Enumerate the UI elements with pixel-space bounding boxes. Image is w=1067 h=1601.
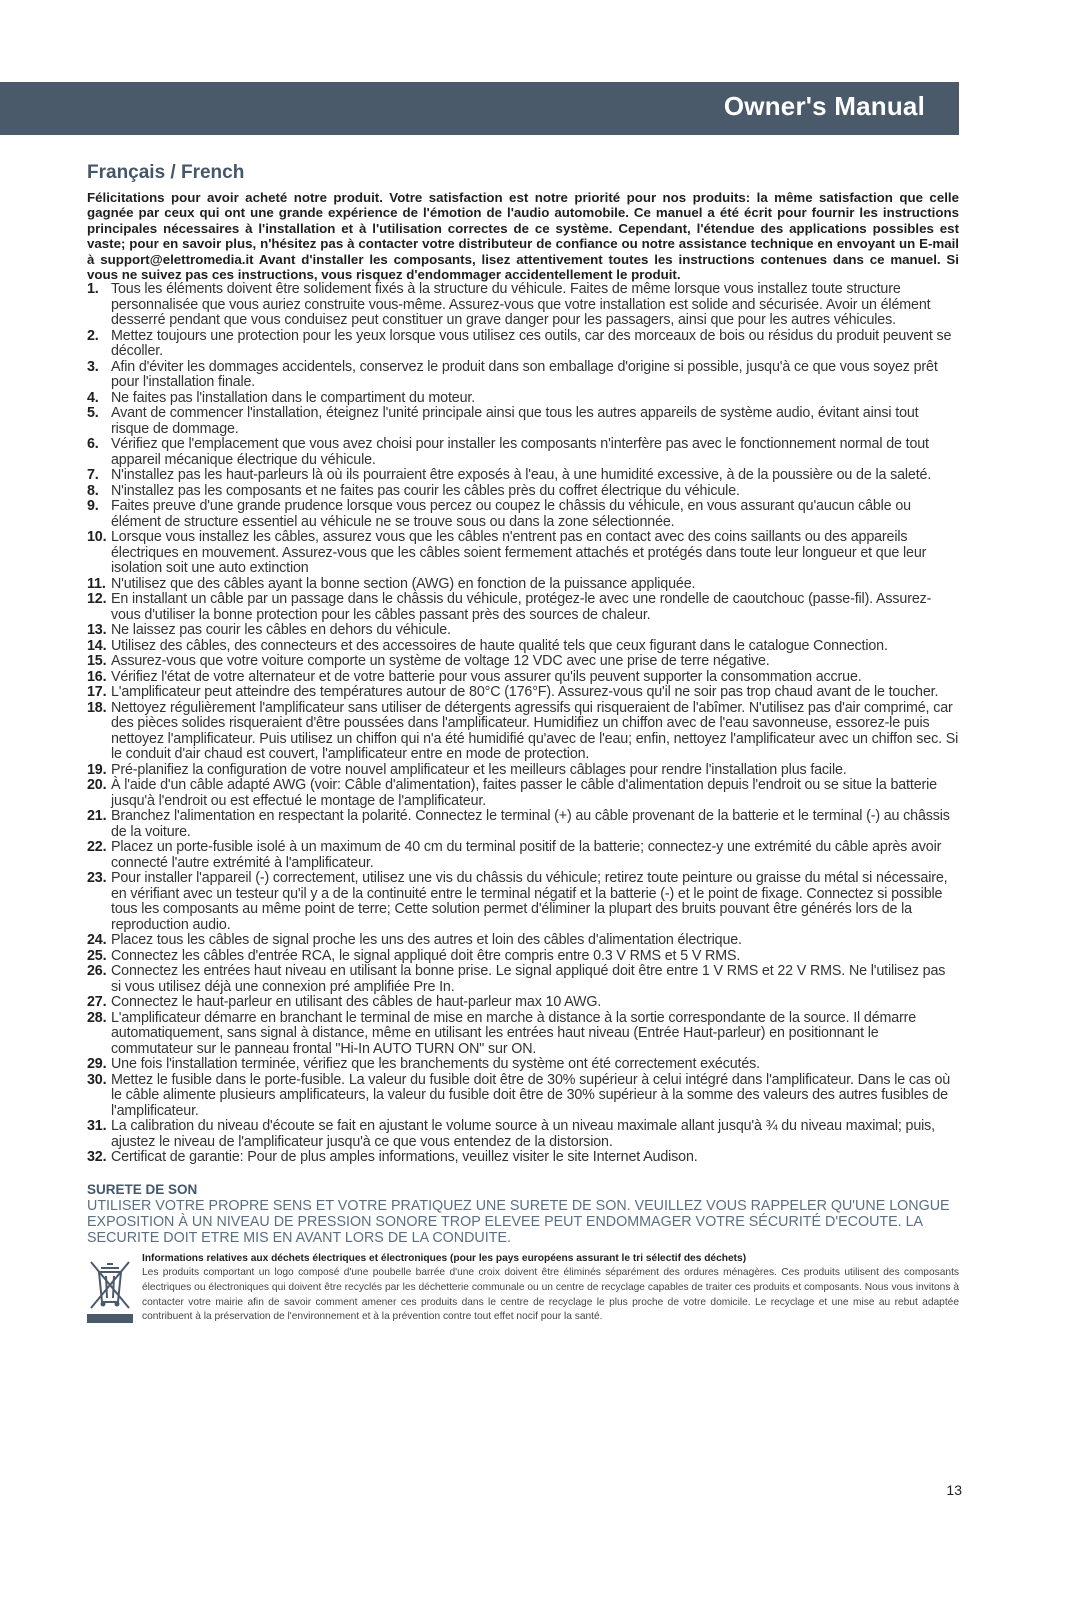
- instruction-text: Vérifiez l'état de votre alternateur et de votre batterie pour vous assurer qu'ils peuvent supporter la consommation accrue.: [111, 668, 862, 685]
- instruction-text: L'amplificateur démarre en branchant le terminal de mise en marche à distance à la sortie correspondante de la source. Il démarre automatiquement, sans signal à distance, même en utilisant les entrées haut niveau (Entrée Haut-parleur) en positionnant le commutateur sur le panneau frontal "Hi-In AUTO TURN ON" sur ON.: [111, 1009, 917, 1057]
- instruction-text: En installant un câble par un passage dans le châssis du véhicule, protégez-le avec une rondelle de caoutchouc (passe-fil). Assurez-vous d'utiliser la bonne protection pour les câbles passant près des sources de chaleur.: [111, 591, 932, 623]
- instruction-number: 21.: [87, 808, 107, 825]
- instruction-number: 25.: [87, 947, 107, 964]
- instruction-item: [87, 468, 959, 484]
- instruction-item: [87, 995, 959, 1011]
- instruction-text: N'installez pas les haut-parleurs là où ils pourraient être exposés à l'eau, à une humidité excessive, à de la poussière ou de la saleté.: [111, 467, 932, 484]
- instruction-item: [87, 654, 959, 670]
- instruction-number: 29.: [87, 1056, 107, 1073]
- instruction-item: [87, 933, 959, 949]
- instruction-item: [87, 437, 959, 468]
- weee-text-block: [142, 1252, 959, 1325]
- instruction-text: Une fois l'installation terminée, vérifiez que les branchements du système ont été correctement exécutés.: [111, 1056, 760, 1073]
- instruction-item: [87, 809, 959, 840]
- header-bar: [0, 82, 959, 135]
- instruction-item: [87, 1073, 959, 1120]
- instruction-text: Ne faites pas l'installation dans le compartiment du moteur.: [111, 389, 476, 406]
- instruction-text: Placez un porte-fusible isolé à un maximum de 40 cm du terminal positif de la batterie; connectez-y une extrémité du câble après avoir connecté l'autre extrémité à l'amplificateur.: [111, 839, 942, 871]
- page-number: 13: [946, 1482, 962, 1498]
- instruction-text: Branchez l'alimentation en respectant la polarité. Connectez le terminal (+) au câble provenant de la batterie et le terminal (-) au châssis de la voiture.: [111, 808, 950, 840]
- instruction-text: Nettoyez régulièrement l'amplificateur sans utiliser de détergents agressifs qui risqueraient de l'abîmer. N'utilisez pas d'air comprimé, car des pièces solides risqueraient d'être poussées dans l'amplificateur. Humidifiez un chiffon avec de l'eau savonneuse, essorez-le puis nettoyez l'amplificateur. Puis utilisez un chiffon qui n'a été humidifié qu'avec de l'eau; enfin, nettoyez l'amplificateur avec un chiffon sec. Si le conduit d'air chaud est couvert, l'amplificateur entre en mode de protection.: [111, 699, 959, 763]
- instruction-number: 11.: [87, 575, 106, 592]
- instruction-item: [87, 484, 959, 500]
- instruction-text: Utilisez des câbles, des connecteurs et des accessoires de haute qualité tels que ceux figurant dans le catalogue Connection.: [111, 637, 888, 654]
- instruction-text: N'utilisez que des câbles ayant la bonne section (AWG) en fonction de la puissance appliquée.: [111, 575, 696, 592]
- instruction-item: [87, 329, 959, 360]
- instruction-item: [87, 1057, 959, 1073]
- instruction-number: 13.: [87, 622, 107, 639]
- sound-safety-section: [87, 1182, 959, 1246]
- instruction-item: [87, 964, 959, 995]
- instruction-text: Ne laissez pas courir les câbles en dehors du véhicule.: [111, 622, 451, 639]
- instruction-number: 2.: [87, 327, 99, 344]
- instruction-item: [87, 623, 959, 639]
- instruction-number: 15.: [87, 653, 107, 670]
- instruction-item: [87, 499, 959, 530]
- instruction-number: 10.: [87, 529, 107, 546]
- instruction-number: 7.: [87, 467, 99, 484]
- instruction-text: Vérifiez que l'emplacement que vous avez choisi pour installer les composants n'interfère pas avec le fonctionnement normal de tout appareil mécanique électrique du véhicule.: [111, 436, 929, 468]
- instruction-number: 27.: [87, 994, 107, 1011]
- instruction-text: Lorsque vous installez les câbles, assurez vous que les câbles n'entrent pas en contact avec des coins saillants ou des appareils électriques en mouvement. Assurez-vous que les câbles soient fermement attachés et protégés dans toute leur longueur et que leur isolation soit une auto extinction: [111, 529, 927, 577]
- instruction-number: 5.: [87, 405, 99, 422]
- weee-notice: [87, 1252, 959, 1332]
- instruction-number: 31.: [87, 1118, 107, 1135]
- instruction-list: [87, 282, 959, 1166]
- main-content: [87, 162, 959, 1332]
- instruction-item: [87, 1011, 959, 1058]
- instruction-number: 12.: [87, 591, 107, 608]
- instruction-item: [87, 685, 959, 701]
- instruction-number: 26.: [87, 963, 107, 980]
- instruction-number: 30.: [87, 1071, 107, 1088]
- instruction-text: Connectez les entrées haut niveau en utilisant la bonne prise. Le signal appliqué doit être entre 1 V RMS et 22 V RMS. Ne l'utilisez pas si vous utilisez déjà une connexion pré amplifiée Pre In.: [111, 963, 946, 995]
- instruction-number: 18.: [87, 699, 107, 716]
- instruction-number: 3.: [87, 358, 99, 375]
- instruction-number: 9.: [87, 498, 99, 515]
- instruction-text: Connectez le haut-parleur en utilisant des câbles de haut-parleur max 10 AWG.: [111, 994, 602, 1011]
- instruction-item: [87, 282, 959, 329]
- instruction-number: 1.: [87, 281, 99, 298]
- instruction-item: [87, 778, 959, 809]
- instruction-text: La calibration du niveau d'écoute se fait en ajustant le volume source à un niveau maximale allant jusqu'à ¾ du niveau maximal; puis, ajustez le niveau de l'amplificateur jusqu'à ce que vous entendez de la distorsion.: [111, 1118, 935, 1150]
- instruction-number: 23.: [87, 870, 107, 887]
- instruction-text: Faites preuve d'une grande prudence lorsque vous percez ou coupez le châssis du véhicule, en vous assurant qu'aucun câble ou élément de structure essentiel au véhicule ne se trouve sous ou dans la zone sélectionnée.: [111, 498, 911, 530]
- instruction-number: 32.: [87, 1149, 107, 1166]
- instruction-number: 4.: [87, 389, 99, 406]
- instruction-number: 28.: [87, 1009, 107, 1026]
- intro-paragraph: Félicitations pour avoir acheté notre produit. Votre satisfaction est notre priorité pour nos produits: la même satisfaction que celle gagnée par ceux qui ont une grande expérience de l'émotion de l'audio automobile. Ce manuel a été écrit pour fournir les instructions principales nécessaires à l'installation et à l'utilisation correctes de ce système. Cependant, l'étendue des applications possibles est vaste; pour en savoir plus, n'hésitez pas à contacter votre distributeur de confiance ou notre assistance technique en envoyant un E-mail à support@elettromedia.it Avant d'installer les composants, lisez attentivement toutes les instructions contenues dans ce manuel. Si vous ne suivez pas ces instructions, vous risquez d'endommager accidentellement le produit.: [87, 190, 959, 283]
- instruction-item: [87, 1150, 959, 1166]
- instruction-text: Pré-planifiez la configuration de votre nouvel amplificateur et les meilleurs câblages pour rendre l'installation plus facile.: [111, 761, 847, 778]
- instruction-number: 24.: [87, 932, 107, 949]
- instruction-text: Certificat de garantie: Pour de plus amples informations, veuillez visiter le site Internet Audison.: [111, 1149, 698, 1166]
- instruction-item: [87, 592, 959, 623]
- instruction-text: N'installez pas les composants et ne faites pas courir les câbles près du coffret électrique du véhicule.: [111, 482, 740, 499]
- weee-title: Informations relatives aux déchets électriques et électroniques (pour les pays européens assurant le tri sélectif des déchets): [142, 1252, 747, 1264]
- instruction-item: [87, 840, 959, 871]
- instruction-item: [87, 639, 959, 655]
- instruction-item: [87, 360, 959, 391]
- instruction-item: [87, 391, 959, 407]
- instruction-text: Avant de commencer l'installation, éteignez l'unité principale ainsi que tous les autres appareils de système audio, évitant ainsi tout risque de dommage.: [111, 405, 919, 437]
- instruction-number: 8.: [87, 482, 99, 499]
- sound-safety-title: SURETE DE SON: [87, 1181, 198, 1197]
- instruction-item: [87, 949, 959, 965]
- manual-title: Owner's Manual: [723, 91, 925, 121]
- instruction-item: [87, 701, 959, 763]
- instruction-text: L'amplificateur peut atteindre des températures autour de 80°C (176°F). Assurez-vous qu'il ne soir pas trop chaud avant de le toucher.: [111, 684, 939, 701]
- instruction-number: 17.: [87, 684, 107, 701]
- instruction-item: [87, 577, 959, 593]
- instruction-text: Placez tous les câbles de signal proche les uns des autres et loin des câbles d'alimentation électrique.: [111, 932, 742, 949]
- instruction-number: 20.: [87, 777, 107, 794]
- instruction-number: 14.: [87, 637, 107, 654]
- weee-body: Les produits comportant un logo composé d'une poubelle barrée d'une croix doivent être éliminés séparément des ordures ménagères. Ces produits utilisent des composants électriques ou électroniques qui doivent être recyclés par les déchetterie communale ou un centre de recyclage capables de traiter ces produits et composants. Nous vous invitons à contacter votre mairie afin de savoir comment amener ces produits dans le centre de recyclage le plus proche de votre domicile. Le recyclage et une mise au rebut adaptée contribuent à la préservation de l'environnement et à la prévention contre tout effet nocif pour la santé.: [142, 1266, 959, 1323]
- instruction-number: 22.: [87, 839, 107, 856]
- instruction-text: Pour installer l'appareil (-) correctement, utilisez une vis du châssis du véhicule; retirez toute peinture ou graisse du métal si nécessaire, en vérifiant avec un testeur qu'il y a de la continuité entre le terminal négatif et la batterie (-) et le point de fixage. Connectez si possible tous les composants au même point de terre; Cette solution permet d'éliminer la plupart des bruits pouvant être générés lors de la reproduction audio.: [111, 870, 948, 933]
- instruction-item: [87, 1119, 959, 1150]
- crossed-out-bin-icon: [87, 1254, 133, 1324]
- instruction-number: 19.: [87, 761, 107, 778]
- sound-safety-text: UTILISER VOTRE PROPRE SENS ET VOTRE PRATIQUEZ UNE SURETE DE SON. VEUILLEZ VOUS RAPPELER QU'UNE LONGUE EXPOSITION À UN NIVEAU DE PRESSION SONORE TROP ELEVEE PEUT ENDOMMAGER VOTRE SÉCURITÉ D'ECOUTE. LA SECURITE DOIT ETRE MIS EN AVANT LORS DE LA CONDUITE.: [87, 1197, 950, 1246]
- instruction-text: Connectez les câbles d'entrée RCA, le signal appliqué doit être compris entre 0.3 V RMS et 5 V RMS.: [111, 947, 741, 964]
- instruction-text: Afin d'éviter les dommages accidentels, conservez le produit dans son emballage d'origine si possible, jusqu'à ce que vous soyez prêt pour l'installation finale.: [111, 358, 938, 391]
- instruction-text: À l'aide d'un câble adapté AWG (voir: Câble d'alimentation), faites passer le câble d'alimentation depuis l'endroit ou se situe la batterie jusqu'à l'endroit ou est effectué le montage de l'amplificateur.: [111, 777, 937, 809]
- instruction-text: Mettez toujours une protection pour les yeux lorsque vous utilisez ces outils, car des morceaux de bois ou résidus du produit peuvent se décoller.: [111, 327, 952, 360]
- instruction-number: 16.: [87, 668, 107, 685]
- language-heading: Français / French: [87, 162, 245, 183]
- instruction-text: Mettez le fusible dans le porte-fusible. La valeur du fusible doit être de 30% supérieur à celui intégré dans l'amplificateur. Dans le cas où le câble alimente plusieurs amplificateurs, la valeur du fusible doit être de 30% supérieur à la somme des valeurs des autres fusibles de l'amplificateur.: [111, 1071, 951, 1119]
- instruction-item: [87, 530, 959, 577]
- instruction-text: Tous les éléments doivent être solidement fixés à la structure du véhicule. Faites de même lorsque vous installez toute structure personnalisée que vous auriez construite vous-même. Assurez-vous que votre installation est solide and sécurisée. Avoir un élément desserré pendant que vous conduisez peut constituer un grave danger pour les passagers, ainsi que pour les autres véhicules.: [111, 281, 931, 329]
- instruction-item: [87, 670, 959, 686]
- instruction-number: 6.: [87, 436, 99, 453]
- instruction-item: [87, 871, 959, 933]
- instruction-text: Assurez-vous que votre voiture comporte un système de voltage 12 VDC avec une prise de terre négative.: [111, 653, 770, 670]
- instruction-item: [87, 406, 959, 437]
